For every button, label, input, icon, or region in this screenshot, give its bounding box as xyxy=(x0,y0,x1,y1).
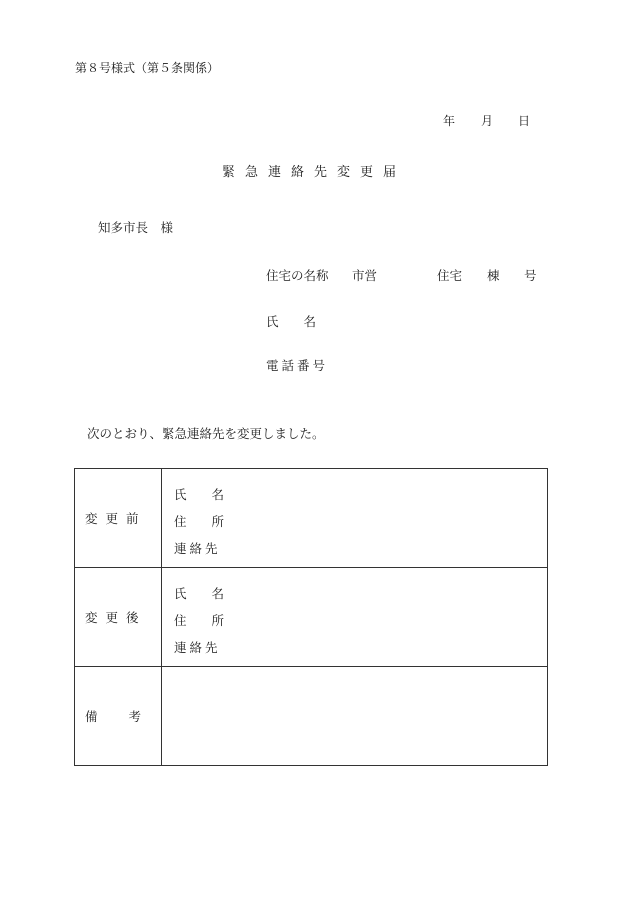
year-label: 年 xyxy=(443,114,456,128)
page-title: 緊急連絡先変更届 xyxy=(222,165,407,180)
after-name-label: 氏 名 xyxy=(174,586,225,601)
after-content xyxy=(162,568,548,667)
applicant-phone-label: 電話番号 xyxy=(266,358,329,373)
remarks-content xyxy=(162,667,548,766)
remarks-label-char2: 考 xyxy=(128,709,141,724)
table-row-before xyxy=(75,469,548,568)
month-label: 月 xyxy=(481,114,494,128)
table-row-after xyxy=(75,568,548,667)
number-label: 号 xyxy=(524,268,537,283)
housing-name-label: 住宅の名称 xyxy=(266,268,329,283)
after-address-label: 住 所 xyxy=(174,613,225,628)
before-content xyxy=(162,469,548,568)
applicant-name-label: 氏 名 xyxy=(266,314,317,329)
housing-prefix: 市営 xyxy=(352,268,378,283)
addressee: 知多市長 様 xyxy=(98,220,174,235)
after-contact-label: 連絡先 xyxy=(174,640,221,655)
change-table xyxy=(74,468,548,766)
remarks-label-char1: 備 xyxy=(85,709,98,724)
form-number: 第８号様式（第５条関係） xyxy=(75,61,220,75)
day-label: 日 xyxy=(518,114,531,128)
housing-suffix: 住宅 xyxy=(437,268,463,283)
remarks-label xyxy=(75,667,162,766)
building-label: 棟 xyxy=(487,268,500,283)
before-label: 変更前 xyxy=(75,469,162,568)
before-contact-label: 連絡先 xyxy=(174,541,221,556)
before-address-label: 住 所 xyxy=(174,514,225,529)
before-name-label: 氏 名 xyxy=(174,487,225,502)
table-row-remarks xyxy=(75,667,548,766)
after-label: 変更後 xyxy=(75,568,162,667)
intro-text: 次のとおり、緊急連絡先を変更しました。 xyxy=(87,426,325,441)
